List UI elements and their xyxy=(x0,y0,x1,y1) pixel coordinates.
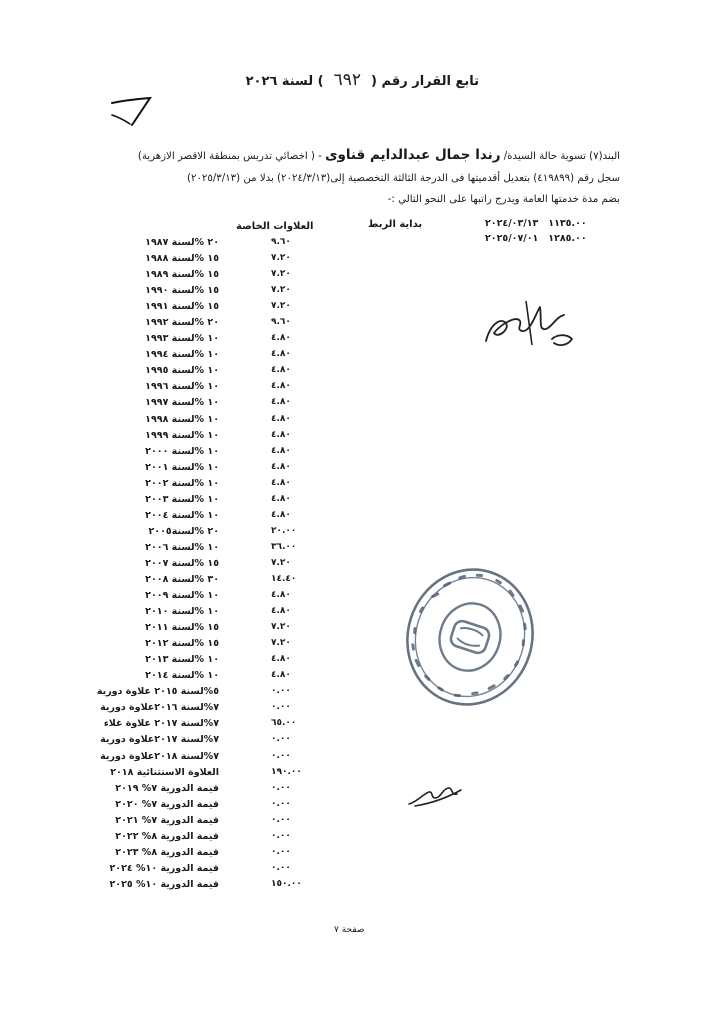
allowance-row xyxy=(0,462,724,478)
signature-1 xyxy=(480,295,578,355)
allowance-label: ٧%لسنة ٢٠١٧ علاوة غلاء xyxy=(103,718,219,730)
allowance-label: ١٠ %لسنة ٢٠١٣ xyxy=(145,654,219,666)
allowance-label: ٣٠ %لسنة ٢٠٠٨ xyxy=(145,573,219,585)
allowance-value: ٤.٨٠ xyxy=(271,670,291,681)
allowance-row xyxy=(0,686,724,702)
allowance-row xyxy=(0,478,724,494)
allowance-value: ٢٠.٠٠ xyxy=(271,525,297,536)
allowance-row xyxy=(0,783,724,799)
allowance-label: ٢٠ %لسنة٢٠٠٥ xyxy=(148,525,219,537)
header-title: تابع القرار رقم ( xyxy=(371,74,479,89)
allowance-value: ٧.٢٠ xyxy=(271,638,291,649)
clause-line-1 xyxy=(80,147,620,165)
allowance-value: ٦٥.٠٠ xyxy=(271,718,297,729)
allowance-row xyxy=(0,751,724,767)
allowance-label: ١٠ %لسنة ١٩٩٧ xyxy=(145,397,219,409)
allowance-label: ١٥ %لسنة ١٩٩١ xyxy=(145,301,219,313)
allowance-label: ٥%لسنة ٢٠١٥ علاوة دورية xyxy=(96,686,219,698)
allowance-label: ٢٠ %لسنة ١٩٩٢ xyxy=(145,317,219,329)
rabt-date: ٢٠٢٤/٠٣/١٣ xyxy=(485,218,539,229)
allowance-label: قيمة الدورية ٧% ٢٠١٩ xyxy=(115,782,219,794)
allowance-value: ٧.٢٠ xyxy=(271,301,291,312)
allowance-row xyxy=(0,397,724,413)
rabt-amount: ١٢٨٥.٠٠ xyxy=(548,233,587,244)
signature-2 xyxy=(405,780,465,810)
allowance-label: ١٥ %لسنة ٢٠١١ xyxy=(145,622,219,634)
allowance-row xyxy=(0,381,724,397)
allowance-row xyxy=(0,654,724,670)
allowance-label: ١٥ %لسنة ١٩٨٨ xyxy=(145,253,219,265)
allowance-label: قيمة الدورية ٧% ٢٠٢١ xyxy=(115,814,219,826)
allowance-label: العلاوة الاستثنائية ٢٠١٨ xyxy=(110,766,219,778)
allowance-row xyxy=(0,718,724,734)
allowance-label: قيمة الدورية ٨% ٢٠٢٣ xyxy=(115,846,219,858)
allowance-value: ٤.٨٠ xyxy=(271,445,291,456)
allowance-label: ٧%لسنة ٢٠١٧علاوة دورية xyxy=(100,734,219,746)
allowance-value: ١٤.٤٠ xyxy=(271,573,297,584)
allowance-value: ٠.٠٠ xyxy=(271,862,291,873)
allowance-label: ١٠ %لسنة ٢٠٠٦ xyxy=(145,541,219,553)
allowance-row xyxy=(0,638,724,654)
allowance-value: ١٥٠.٠٠ xyxy=(271,878,302,889)
allowance-label: ١٠ %لسنة ٢٠٠٠ xyxy=(145,445,219,457)
allowance-label: قيمة الدورية ١٠% ٢٠٢٥ xyxy=(109,878,219,890)
allowance-row xyxy=(0,622,724,638)
allowance-value: ٠.٠٠ xyxy=(271,846,291,857)
allowance-value: ٤.٨٠ xyxy=(271,397,291,408)
allowance-value: ٩.٦٠ xyxy=(271,237,291,247)
allowance-row xyxy=(0,847,724,863)
allowance-value: ٤.٨٠ xyxy=(271,461,291,472)
allowance-value: ٠.٠٠ xyxy=(271,686,291,697)
allowance-row xyxy=(0,446,724,462)
rabt-label: بداية الربط xyxy=(368,219,423,230)
official-stamp xyxy=(400,562,540,712)
allowance-row xyxy=(0,237,724,253)
clause-line-3: بضم مدة خدمتها العامة ويدرج راتبها على النحو التالي :- xyxy=(387,194,620,205)
allowance-label: ١٥ %لسنة ١٩٩٠ xyxy=(145,285,219,297)
allowance-row xyxy=(0,349,724,365)
allowance-label: ١٠ %لسنة ١٩٩٦ xyxy=(145,381,219,393)
allowance-row xyxy=(0,365,724,381)
allowance-row xyxy=(0,558,724,574)
allowance-row xyxy=(0,670,724,686)
allowance-row xyxy=(0,590,724,606)
allowance-row xyxy=(0,831,724,847)
allowance-row xyxy=(0,333,724,349)
allowance-label: ١٠ %لسنة ٢٠٠٢ xyxy=(145,477,219,489)
allowance-value: ٠.٠٠ xyxy=(271,750,291,761)
allowance-label: قيمة الدورية ١٠% ٢٠٢٤ xyxy=(109,862,219,874)
allowance-label: ١٠ %لسنة ٢٠١٠ xyxy=(145,606,219,618)
allowance-label: ١٠ %لسنة ١٩٩٤ xyxy=(145,349,219,361)
page-number: صفحة ٧ xyxy=(334,925,365,935)
allowance-value: ٤.٨٠ xyxy=(271,606,291,617)
allowance-value: ٤.٨٠ xyxy=(271,429,291,440)
allowance-label: ١٠ %لسنة ١٩٩٣ xyxy=(145,333,219,345)
allowance-label: قيمة الدورية ٨% ٢٠٢٢ xyxy=(115,830,219,842)
allowance-label: ٢٠ %لسنة ١٩٨٧ xyxy=(145,237,219,248)
allowance-row xyxy=(0,542,724,558)
allowance-value: ٠.٠٠ xyxy=(271,830,291,841)
allowance-row xyxy=(0,606,724,622)
allowance-value: ٠.٠٠ xyxy=(271,702,291,713)
allowance-value: ٧.٢٠ xyxy=(271,253,291,264)
clause-prefix: البند(٧) تسوية حالة السيدة/ xyxy=(503,151,620,162)
allowance-value: ٧.٢٠ xyxy=(271,285,291,296)
allowance-value: ٧.٢٠ xyxy=(271,622,291,633)
allowance-row xyxy=(0,815,724,831)
decision-number: ٦٩٢ xyxy=(333,70,362,90)
allowance-row xyxy=(0,526,724,542)
clause-line-2: سجل رقم (٤١٩٨٩٩) بتعديل أقدميتها فى الدرجة الثالثة التخصصية إلى(٢٠٢٤/٣/١٣) بدلا من (٢٠٢٥/٣/١٣) xyxy=(187,173,620,184)
allowance-row xyxy=(0,285,724,301)
allowance-value: ٤.٨٠ xyxy=(271,349,291,360)
allowance-label: ١٠ %لسنة ١٩٩٥ xyxy=(145,365,219,377)
allowance-row xyxy=(0,301,724,317)
allowance-value: ٩.٦٠ xyxy=(271,317,291,328)
allowance-value: ٠.٠٠ xyxy=(271,782,291,793)
rabt-amount: ١١٣٥.٠٠ xyxy=(548,218,587,229)
allowance-row xyxy=(0,253,724,269)
allowance-value: ٤.٨٠ xyxy=(271,381,291,392)
allowance-value: ٧.٢٠ xyxy=(271,557,291,568)
allowance-value: ٤.٨٠ xyxy=(271,413,291,424)
decision-header xyxy=(246,70,479,90)
allowance-row xyxy=(0,702,724,718)
allowance-value: ١٩٠.٠٠ xyxy=(271,766,302,777)
allowance-value: ٤.٨٠ xyxy=(271,654,291,665)
allowance-row xyxy=(0,494,724,510)
allowance-label: ١٠ %لسنة ١٩٩٨ xyxy=(145,413,219,425)
allowance-label: ١٠ %لسنة ١٩٩٩ xyxy=(145,429,219,441)
allowance-label: ٧%لسنة ٢٠١٦علاوة دورية xyxy=(100,702,219,714)
header-year: ) لسنة ٢٠٢٦ xyxy=(245,74,324,89)
special-allowances-heading: العلاوات الخاصة xyxy=(236,221,314,232)
allowance-row xyxy=(0,510,724,526)
allowance-value: ٣٦.٠٠ xyxy=(271,541,297,552)
allowance-row xyxy=(0,414,724,430)
allowances-table xyxy=(0,237,724,895)
allowance-row xyxy=(0,863,724,879)
allowance-value: ٤.٨٠ xyxy=(271,333,291,344)
employee-name: رندا جمال عبدالدايم قناوى xyxy=(325,147,501,163)
allowance-label: ١٠ %لسنة ٢٠٠٩ xyxy=(145,590,219,602)
allowance-row xyxy=(0,879,724,895)
allowance-value: ٠.٠٠ xyxy=(271,814,291,825)
allowance-row xyxy=(0,767,724,783)
allowance-value: ٤.٨٠ xyxy=(271,509,291,520)
allowance-label: ١٠ %لسنة ٢٠٠١ xyxy=(145,461,219,473)
allowance-label: قيمة الدورية ٧% ٢٠٢٠ xyxy=(115,798,219,810)
allowance-label: ٧%لسنة ٢٠١٨علاوة دورية xyxy=(100,750,219,762)
allowance-value: ٤.٨٠ xyxy=(271,477,291,488)
allowance-value: ٤.٨٠ xyxy=(271,590,291,601)
allowance-row xyxy=(0,799,724,815)
allowance-value: ٠.٠٠ xyxy=(271,798,291,809)
allowance-value: ٤.٨٠ xyxy=(271,365,291,376)
allowance-label: ١٠ %لسنة ٢٠٠٤ xyxy=(145,509,219,521)
allowance-value: ٠.٠٠ xyxy=(271,734,291,745)
allowance-row xyxy=(0,574,724,590)
allowance-label: ١٠ %لسنة ٢٠١٤ xyxy=(145,670,219,682)
rabt-date: ٢٠٢٥/٠٧/٠١ xyxy=(485,233,539,244)
allowance-row xyxy=(0,317,724,333)
handwritten-seven-mark xyxy=(108,95,156,129)
rabt-entry-1 xyxy=(485,218,587,229)
allowance-value: ٤.٨٠ xyxy=(271,493,291,504)
clause-suffix: - ( اخصائي تدريس بمنطقة الاقصر الازهرية) xyxy=(137,151,322,162)
allowance-value: ٧.٢٠ xyxy=(271,269,291,280)
allowance-label: ١٥ %لسنة ٢٠٠٧ xyxy=(145,557,219,569)
allowance-label: ١٠ %لسنة ٢٠٠٣ xyxy=(145,493,219,505)
allowance-row xyxy=(0,430,724,446)
allowance-label: ١٥ %لسنة ١٩٨٩ xyxy=(145,269,219,281)
allowance-row xyxy=(0,269,724,285)
allowance-row xyxy=(0,734,724,750)
allowance-label: ١٥ %لسنة ٢٠١٢ xyxy=(145,638,219,650)
